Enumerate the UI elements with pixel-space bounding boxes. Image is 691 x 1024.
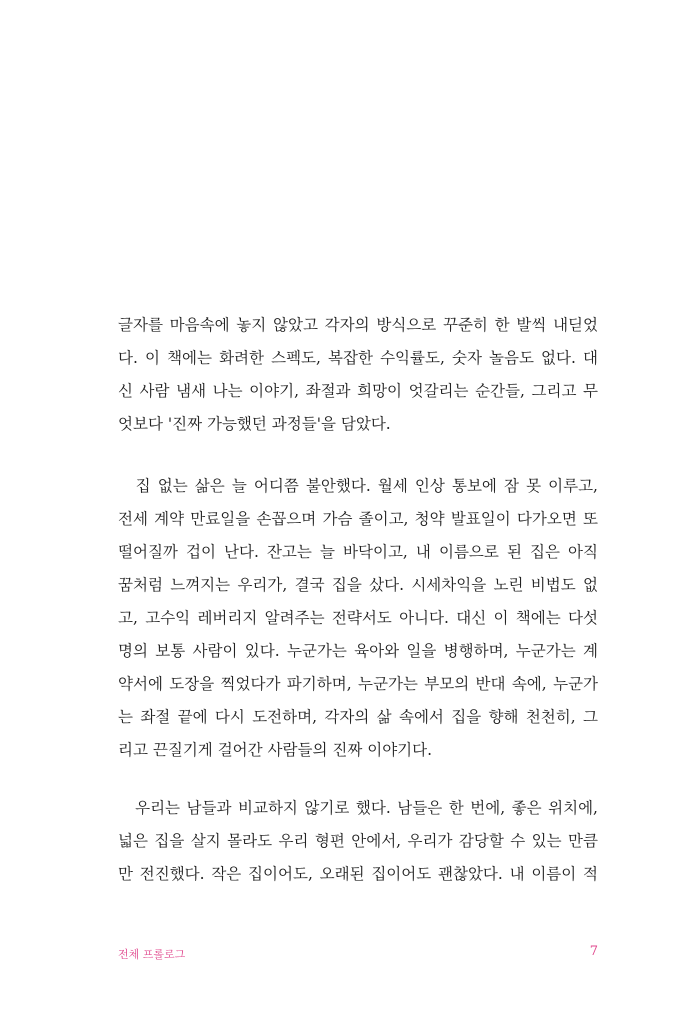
text-line: 만 전진했다. 작은 집이어도, 오래된 집이어도 괜찮았다. 내 이름이 적 (118, 865, 598, 883)
text-line: 신 사람 냄새 나는 이야기, 좌절과 희망이 엇갈리는 순간들, 그리고 무 (118, 382, 598, 400)
text-line: 엇보다 '진짜 가능했던 과정들'을 담았다. (118, 415, 391, 433)
text-line: 고, 고수익 레버리지 알려주는 전략서도 아니다. 대신 이 책에는 다섯 (118, 609, 598, 627)
paragraph-2 (118, 470, 598, 767)
text-line: 우리는 남들과 비교하지 않기로 했다. 남들은 한 번에, 좋은 위치에, (118, 799, 598, 817)
paragraph-1 (118, 309, 598, 441)
text-line: 글자를 마음속에 놓지 않았고 각자의 방식으로 꾸준히 한 발씩 내딛었 (118, 316, 598, 334)
text-line: 꿈처럼 느껴지는 우리가, 결국 집을 샀다. 시세차익을 노린 비법도 없 (118, 576, 598, 594)
text-line: 다. 이 책에는 화려한 스펙도, 복잡한 수익률도, 숫자 놀음도 없다. 대 (118, 349, 598, 367)
text-line: 집 없는 삶은 늘 어디쯤 불안했다. 월세 인상 통보에 잠 못 이루고, (118, 477, 598, 495)
page-number: 7 (589, 944, 598, 959)
text-line: 는 좌절 끝에 다시 도전하며, 각자의 삶 속에서 집을 향해 천천히, 그 (118, 708, 598, 726)
text-line: 명의 보통 사람이 있다. 누군가는 육아와 일을 병행하며, 누군가는 계 (118, 642, 598, 660)
text-line: 약서에 도장을 찍었다가 파기하며, 누군가는 부모의 반대 속에, 누군가 (118, 675, 598, 693)
text-line: 전세 계약 만료일을 손꼽으며 가슴 졸이고, 청약 발표일이 다가오면 또 (118, 510, 598, 528)
text-line: 떨어질까 겁이 난다. 잔고는 늘 바닥이고, 내 이름으로 된 집은 아직 (118, 543, 598, 561)
footer-section-title: 전체 프롤로그 (118, 948, 186, 961)
paragraph-3 (118, 792, 598, 891)
text-line: 리고 끈질기게 걸어간 사람들의 진짜 이야기다. (118, 741, 433, 759)
text-line: 넓은 집을 살지 몰라도 우리 형편 안에서, 우리가 감당할 수 있는 만큼 (118, 832, 598, 850)
